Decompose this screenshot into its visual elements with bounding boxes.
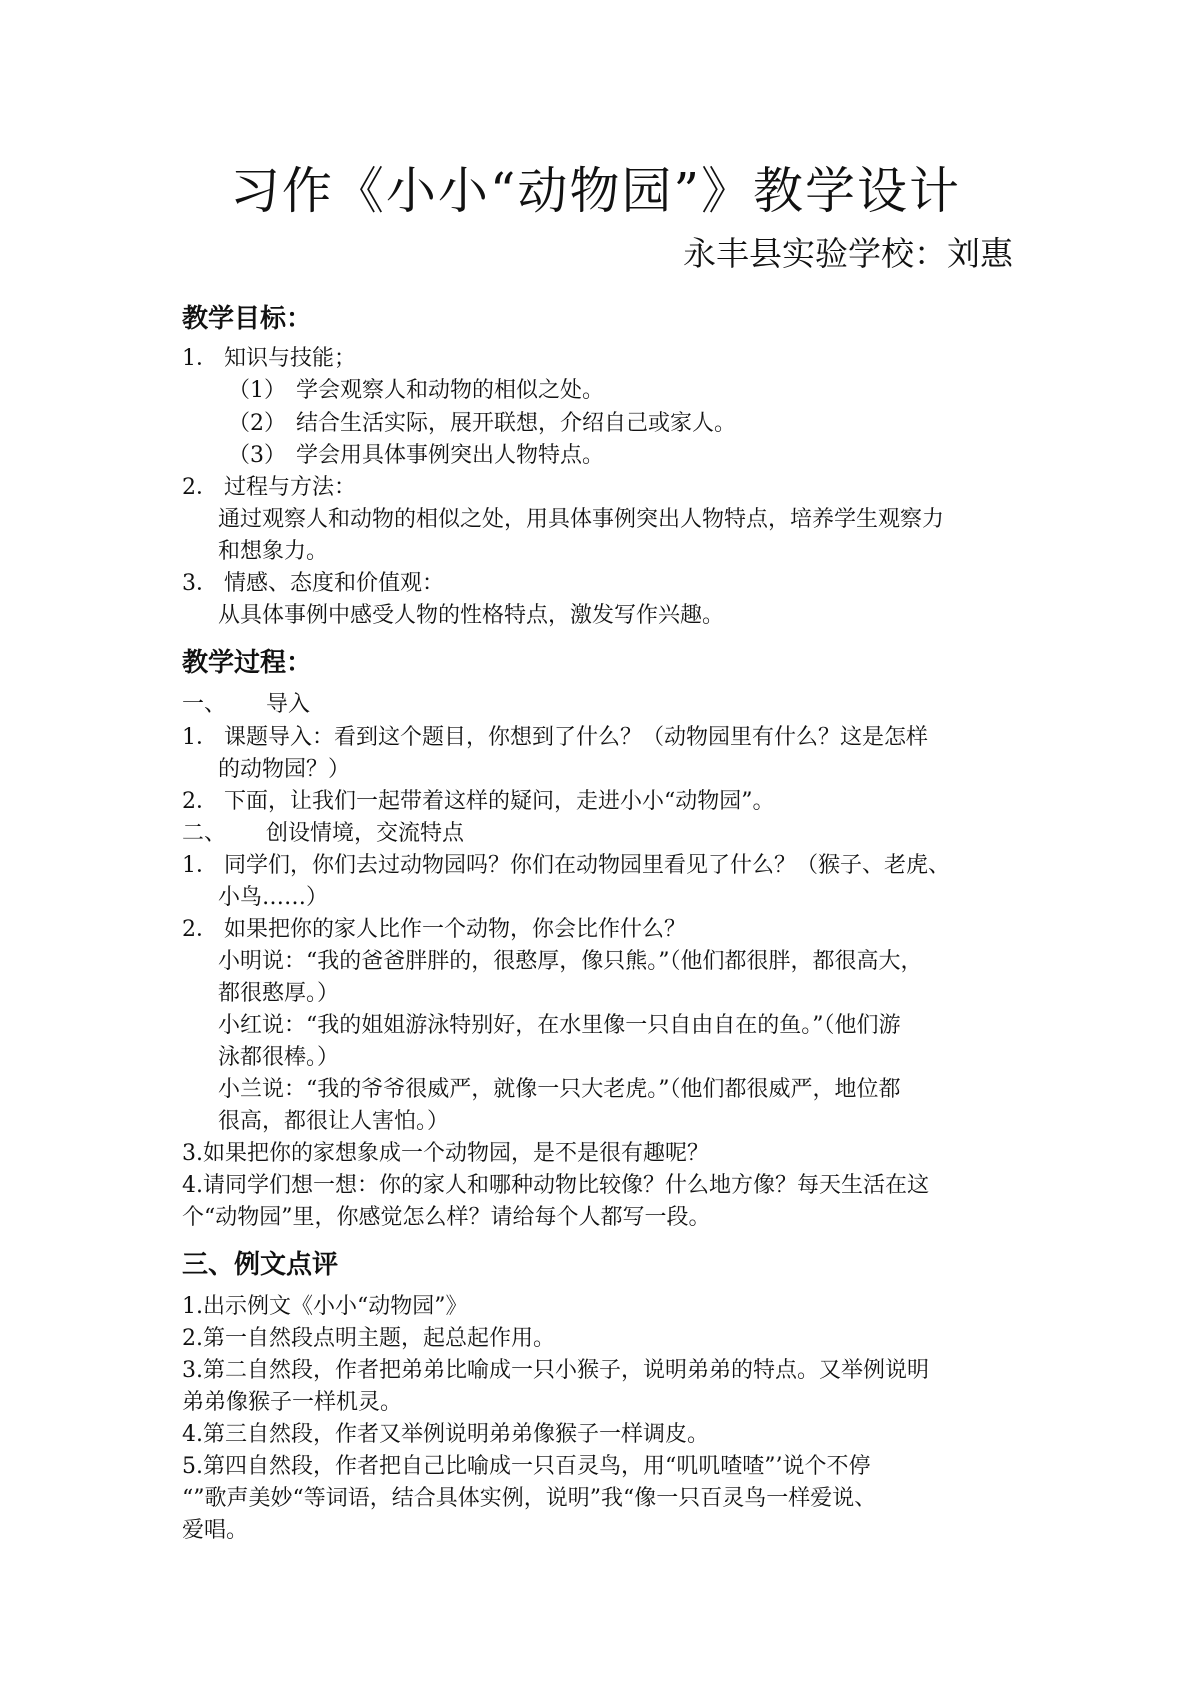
goal-item-3-text: 情感、态度和价值观： [224, 571, 445, 596]
goal-sub-2-text: 结合生活实际，展开联想，介绍自己或家人。 [296, 411, 737, 436]
goal-sub-3-text: 学会用具体事例突出人物特点。 [296, 443, 605, 468]
section-1-title [182, 690, 310, 720]
section-1-number: 一、 [182, 692, 227, 717]
review-heading: 三、例文点评 [182, 1250, 339, 1280]
section-1-item-1-text: 课题导入：看到这个题目，你想到了什么？（动物园里有什么？这是怎样 [224, 725, 929, 750]
example-2-line-1: 小红说：“我的姐姐游泳特别好，在水里像一只自由自在的鱼。”（他们游 [218, 1013, 901, 1038]
example-3-line-2: 很高，都很让人害怕。） [218, 1109, 450, 1134]
goal-item-1-number: 1． [182, 346, 218, 371]
section-2-item-1-text: 同学们，你们去过动物园吗？你们在动物园里看见了什么？（猴子、老虎、 [224, 853, 951, 878]
section-2-item-1-cont: 小鸟……） [218, 885, 329, 910]
example-1-line-2: 都很憨厚。） [218, 981, 340, 1006]
goal-item-1 [182, 344, 356, 374]
goal-item-3-number: 3． [182, 571, 218, 596]
section-2-item-2 [182, 915, 686, 945]
section-1-item-1-cont: 的动物园？） [218, 757, 351, 782]
goal-sub-3 [228, 441, 604, 471]
section-2-item-3: 3.如果把你的家想象成一个动物园，是不是很有趣呢？ [182, 1141, 709, 1166]
review-item-2: 2.第一自然段点明主题，起总起作用。 [182, 1326, 555, 1351]
review-item-3-line-1: 3.第二自然段，作者把弟弟比喻成一只小猴子，说明弟弟的特点。又举例说明 [182, 1358, 929, 1383]
goal-sub-3-number: （3） [228, 443, 286, 468]
goal-item-2-text: 过程与方法： [224, 475, 357, 500]
review-item-1: 1.出示例文《小小“动物园”》 [182, 1294, 468, 1319]
goal-sub-1-text: 学会观察人和动物的相似之处。 [296, 378, 605, 403]
section-2-item-1 [182, 851, 950, 881]
section-1-item-2-number: 2． [182, 789, 218, 814]
goal-item-2 [182, 473, 356, 503]
example-2-line-2: 泳都很棒。） [218, 1045, 340, 1070]
goal-item-3-body: 从具体事例中感受人物的性格特点，激发写作兴趣。 [218, 603, 725, 628]
section-2-item-4-line-1: 4.请同学们想一想：你的家人和哪种动物比较像？什么地方像？每天生活在这 [182, 1173, 929, 1198]
goal-item-2-body-line-1: 通过观察人和动物的相似之处，用具体事例突出人物特点，培养学生观察力 [218, 507, 945, 532]
example-3-line-1: 小兰说：“我的爷爷很威严，就像一只大老虎。”（他们都很威严，地位都 [218, 1077, 901, 1102]
review-item-3-line-2: 弟弟像猴子一样机灵。 [182, 1390, 403, 1415]
goal-item-1-text: 知识与技能； [224, 346, 357, 371]
goal-sub-2-number: （2） [228, 411, 286, 436]
goal-item-2-number: 2． [182, 475, 218, 500]
section-1-item-2 [182, 787, 775, 817]
section-2-number: 二、 [182, 821, 227, 846]
goal-sub-1-number: （1） [228, 378, 286, 403]
review-item-5-line-3: 爱唱。 [182, 1518, 249, 1543]
review-item-4: 4.第三自然段，作者又举例说明弟弟像猴子一样调皮。 [182, 1422, 709, 1447]
example-1-line-1: 小明说：“我的爸爸胖胖的，很憨厚，像只熊。”（他们都很胖，都很高大， [218, 949, 923, 974]
section-2-item-2-text: 如果把你的家人比作一个动物，你会比作什么？ [224, 917, 687, 942]
document-title: 习作《小小“动物园”》教学设计 [229, 162, 962, 220]
section-1-item-1-number: 1． [182, 725, 218, 750]
goal-item-3 [182, 569, 444, 599]
goal-item-2-body-line-2: 和想象力。 [218, 539, 329, 564]
section-2-item-2-number: 2． [182, 917, 218, 942]
section-1-label: 导入 [266, 692, 311, 717]
review-item-5-line-2: “”歌声美妙“等词语，结合具体实例，说明”我“像一只百灵鸟一样爱说、 [182, 1486, 877, 1511]
goals-heading: 教学目标： [182, 304, 313, 334]
goal-sub-1 [228, 376, 604, 406]
section-1-item-2-text: 下面，让我们一起带着这样的疑问，走进小小“动物园”。 [224, 789, 775, 814]
author-line: 永丰县实验学校：刘惠 [683, 234, 1013, 273]
section-1-item-1 [182, 723, 928, 753]
section-2-item-1-number: 1． [182, 853, 218, 878]
section-2-title [182, 819, 464, 849]
review-item-5-line-1: 5.第四自然段，作者把自己比喻成一只百灵鸟，用“叽叽喳喳”’说个不停 [182, 1454, 871, 1479]
section-2-label: 创设情境，交流特点 [266, 821, 465, 846]
section-2-item-4-line-2: 个“动物园”里，你感觉怎么样？请给每个人都写一段。 [182, 1205, 711, 1230]
goal-sub-2 [228, 409, 736, 439]
process-heading: 教学过程： [182, 648, 313, 678]
